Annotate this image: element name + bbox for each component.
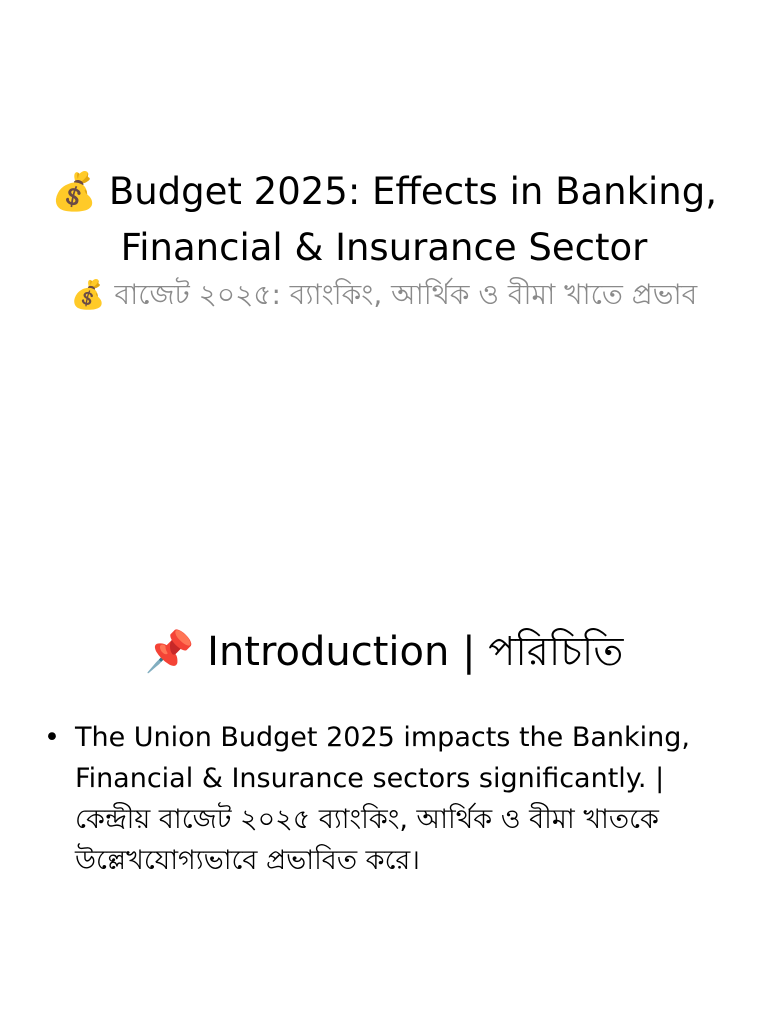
bullet-marker: •	[44, 722, 60, 753]
slide-subtitle: 💰 বাজেট ২০২৫: ব্যাংকিং, আর্থিক ও বীমা খাতে প্রভাব	[70, 278, 698, 311]
title-block	[40, 164, 728, 313]
bullet-item	[40, 717, 720, 881]
bullet-list	[40, 717, 720, 881]
introduction-slide	[0, 512, 768, 1024]
bullet-text: The Union Budget 2025 impacts the Banking, Financial & Insurance sectors significantly. | কেন্দ্রীয় বাজেট ২০২৫ ব্যাংকিং, আর্থিক ও বীমা খাতকে উল্লেখযোগ্যভাবে প্রভাবিত করে।	[75, 722, 690, 876]
slide-title: 💰 Budget 2025: Effects in Banking, Financial & Insurance Sector	[51, 170, 717, 269]
introduction-heading: 📌 Introduction | পরিচিতি	[144, 629, 624, 675]
